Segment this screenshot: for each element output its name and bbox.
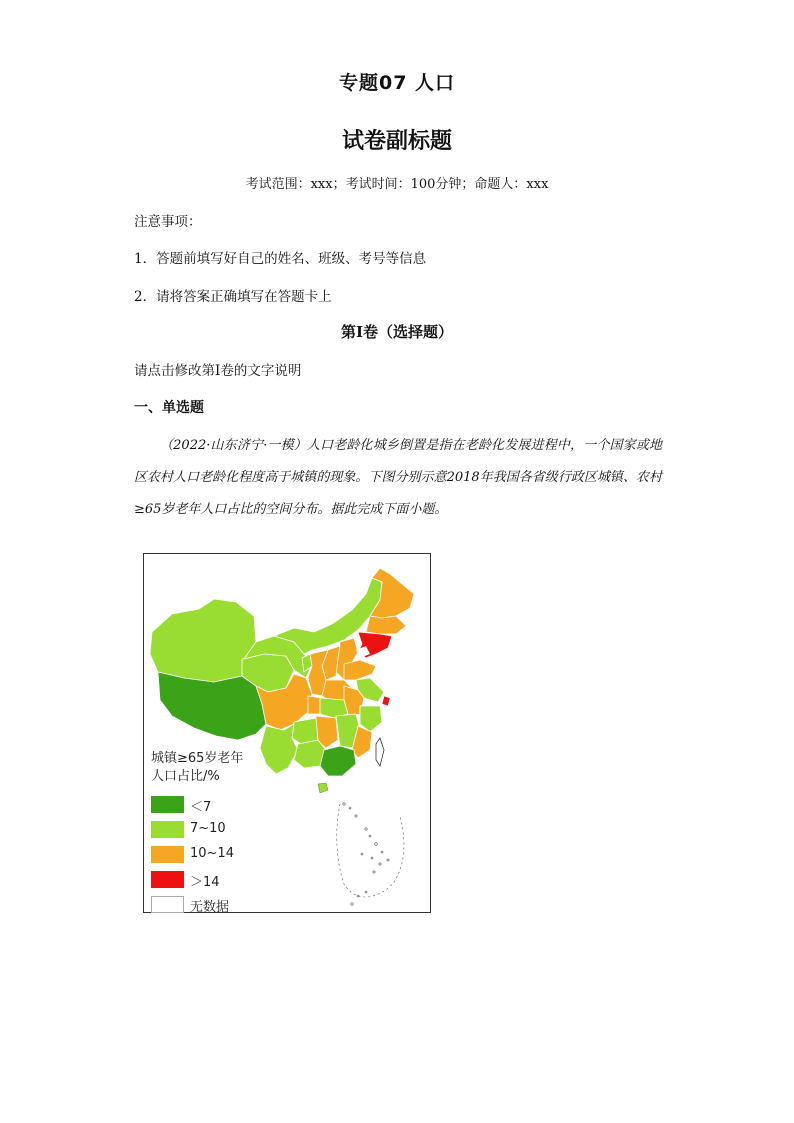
legend-label: 无数据 [190,900,230,915]
south-china-sea-islands [337,803,404,905]
region-tibet [158,672,266,740]
legend-label: 10~14 [190,846,234,861]
legend-label: ＜7 [190,800,212,815]
notes-heading: 注意事项： [134,214,202,230]
legend-title-line2: 人口占比/% [151,769,220,784]
legend-item-lt7 [151,794,291,817]
legend-swatch [151,821,184,838]
region-guangdong [320,746,356,776]
document-title: 专题07 人口 [338,72,456,94]
population-map-figure [143,553,431,913]
document-subtitle: 试卷副标题 [341,129,452,154]
region-shandong [344,660,376,680]
legend-item-no-data [151,894,291,917]
legend-swatch [151,846,184,863]
region-taiwan [376,738,384,766]
region-jilin [366,616,406,634]
exam-meta: 考试范围：xxx；考试时间：100分钟；命题人：xxx [245,177,549,192]
note-item-2: 2．请将答案正确填写在答题卡上 [134,289,332,305]
region-shanghai [382,696,390,706]
legend-swatch [151,796,184,813]
legend-label: 7~10 [190,821,226,836]
legend-item-7-10 [151,819,291,842]
legend-swatch [151,896,184,913]
legend-item-10-14 [151,844,291,867]
legend-item-gt14 [151,869,291,892]
legend-swatch [151,871,184,888]
note-item-1: 1．答题前填写好自己的姓名、班级、考号等信息 [134,251,427,267]
legend-label: ＞14 [190,875,220,890]
region-hainan [318,783,328,793]
part-heading: 一、单选题 [134,400,204,416]
map-legend [151,750,291,917]
section-title: 第I卷（选择题） [340,323,454,341]
section-note: 请点击修改第I卷的文字说明 [134,363,302,379]
region-xinjiang [150,599,256,682]
legend-title-line1: 城镇≥65岁老年 [151,751,244,766]
question-text: （2022·山东济宁·一模）人口老龄化城乡倒置是指在老龄化发展进程中，一个国家或地区农村人口老龄化程度高于城镇的现象。下图分别示意2018年我国各省级行政区城镇、农村≥65岁老年人口占比的空间分布。据此完成下面小题。 [134,438,662,517]
